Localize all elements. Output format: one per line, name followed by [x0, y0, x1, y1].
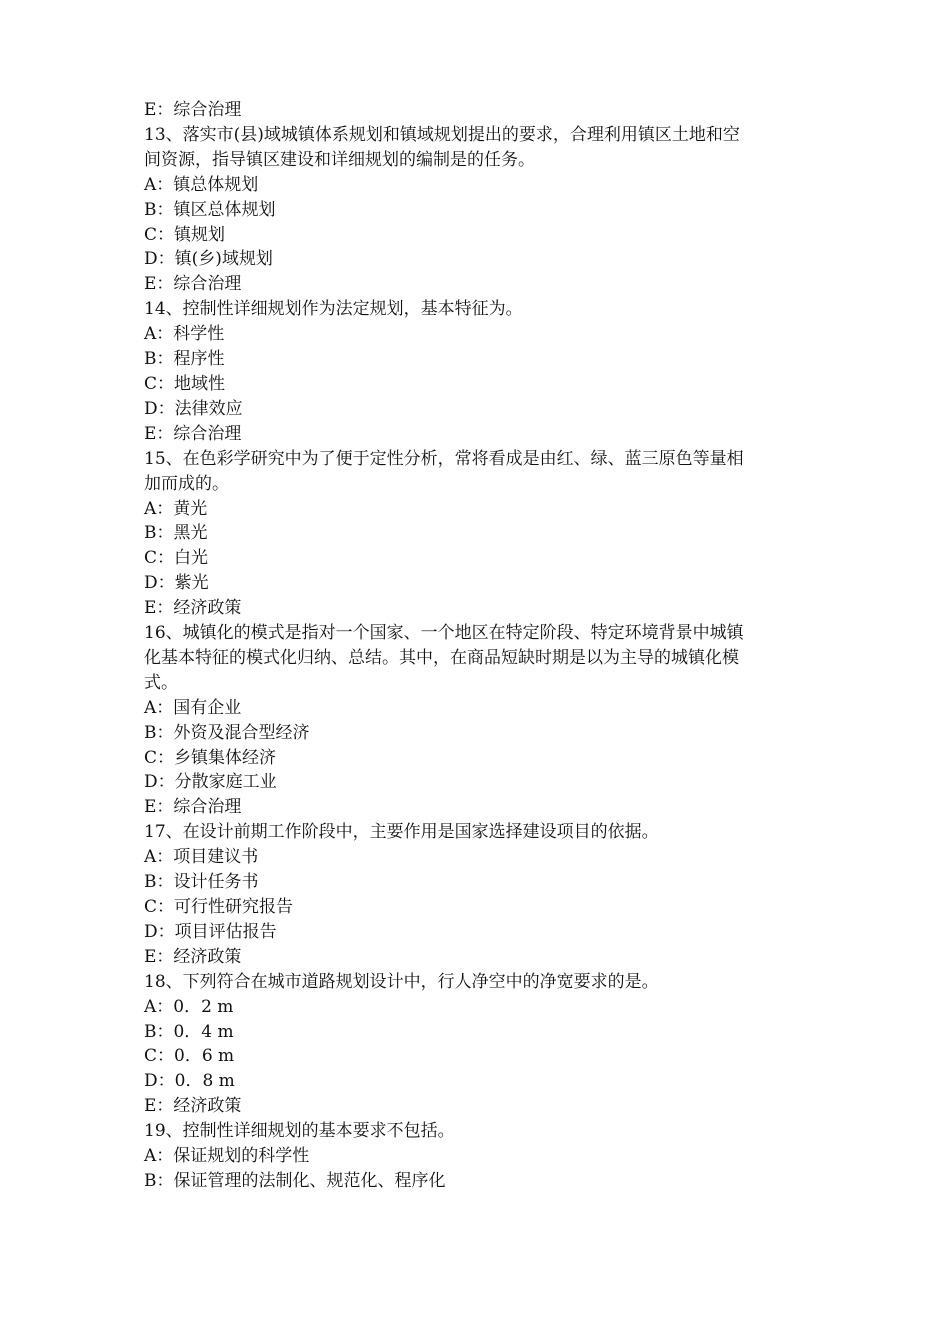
option-line: E：综合治理: [144, 100, 242, 120]
option-line: D：0．8 m: [144, 1071, 235, 1092]
option-line: D：法律效应: [144, 398, 243, 419]
option-line: A：黄光: [144, 498, 208, 519]
question-line: 18、下列符合在城市道路规划设计中，行人净空中的净宽要求的是。: [144, 971, 659, 992]
option-line: C：0．6 m: [144, 1046, 235, 1067]
option-line: D：项目评估报告: [144, 921, 277, 942]
question-line: 加而成的。: [144, 473, 229, 494]
option-line: A：科学性: [144, 324, 225, 345]
question-line: 化基本特征的模式化归纳、总结。其中，在商品短缺时期是以为主导的城镇化模: [144, 647, 739, 668]
option-line: A：国有企业: [144, 697, 242, 718]
question-line: 13、落实市(县)域城镇体系规划和镇域规划提出的要求，合理利用镇区土地和空: [144, 124, 740, 145]
option-line: D：分散家庭工业: [144, 772, 277, 793]
question-line: 间资源，指导镇区建设和详细规划的编制是的任务。: [144, 149, 535, 170]
option-line: E：综合治理: [144, 423, 242, 444]
option-line: A：项目建议书: [144, 847, 259, 868]
question-line: 19、控制性详细规划的基本要求不包括。: [144, 1121, 455, 1142]
option-line: B：设计任务书: [144, 872, 259, 893]
question-line: 17、在设计前期工作阶段中，主要作用是国家选择建设项目的依据。: [144, 822, 659, 843]
option-line: D：镇(乡)域规划: [144, 249, 273, 270]
option-line: E：综合治理: [144, 274, 242, 295]
question-line: 15、在色彩学研究中为了便于定性分析，常将看成是由红、绿、蓝三原色等量相: [144, 448, 744, 469]
option-line: A：0．2 m: [144, 996, 234, 1017]
option-line: B：保证管理的法制化、规范化、程序化: [144, 1170, 446, 1191]
option-line: C：地域性: [144, 373, 226, 394]
option-line: A：镇总体规划: [144, 174, 259, 195]
option-line: E：经济政策: [144, 598, 242, 619]
option-line: A：保证规划的科学性: [144, 1146, 310, 1167]
option-line: D：紫光: [144, 573, 209, 594]
question-line: 14、控制性详细规划作为法定规划，基本特征为。: [144, 299, 523, 320]
option-line: C：白光: [144, 548, 209, 569]
option-line: C：乡镇集体经济: [144, 747, 277, 768]
option-line: B：程序性: [144, 349, 225, 370]
option-line: E：综合治理: [144, 797, 242, 818]
option-line: B：黑光: [144, 523, 208, 544]
option-line: C：镇规划: [144, 224, 226, 245]
option-line: B：0．4 m: [144, 1021, 234, 1042]
question-list: [144, 98, 824, 1194]
question-line: 式。: [144, 672, 178, 693]
option-line: C：可行性研究报告: [144, 897, 294, 917]
option-line: E：经济政策: [144, 1096, 242, 1117]
option-line: E：经济政策: [144, 946, 242, 967]
option-line: B：外资及混合型经济: [144, 722, 310, 743]
question-line: 16、城镇化的模式是指对一个国家、一个地区在特定阶段、特定环境背景中城镇: [144, 623, 744, 644]
option-line: B：镇区总体规划: [144, 199, 276, 220]
